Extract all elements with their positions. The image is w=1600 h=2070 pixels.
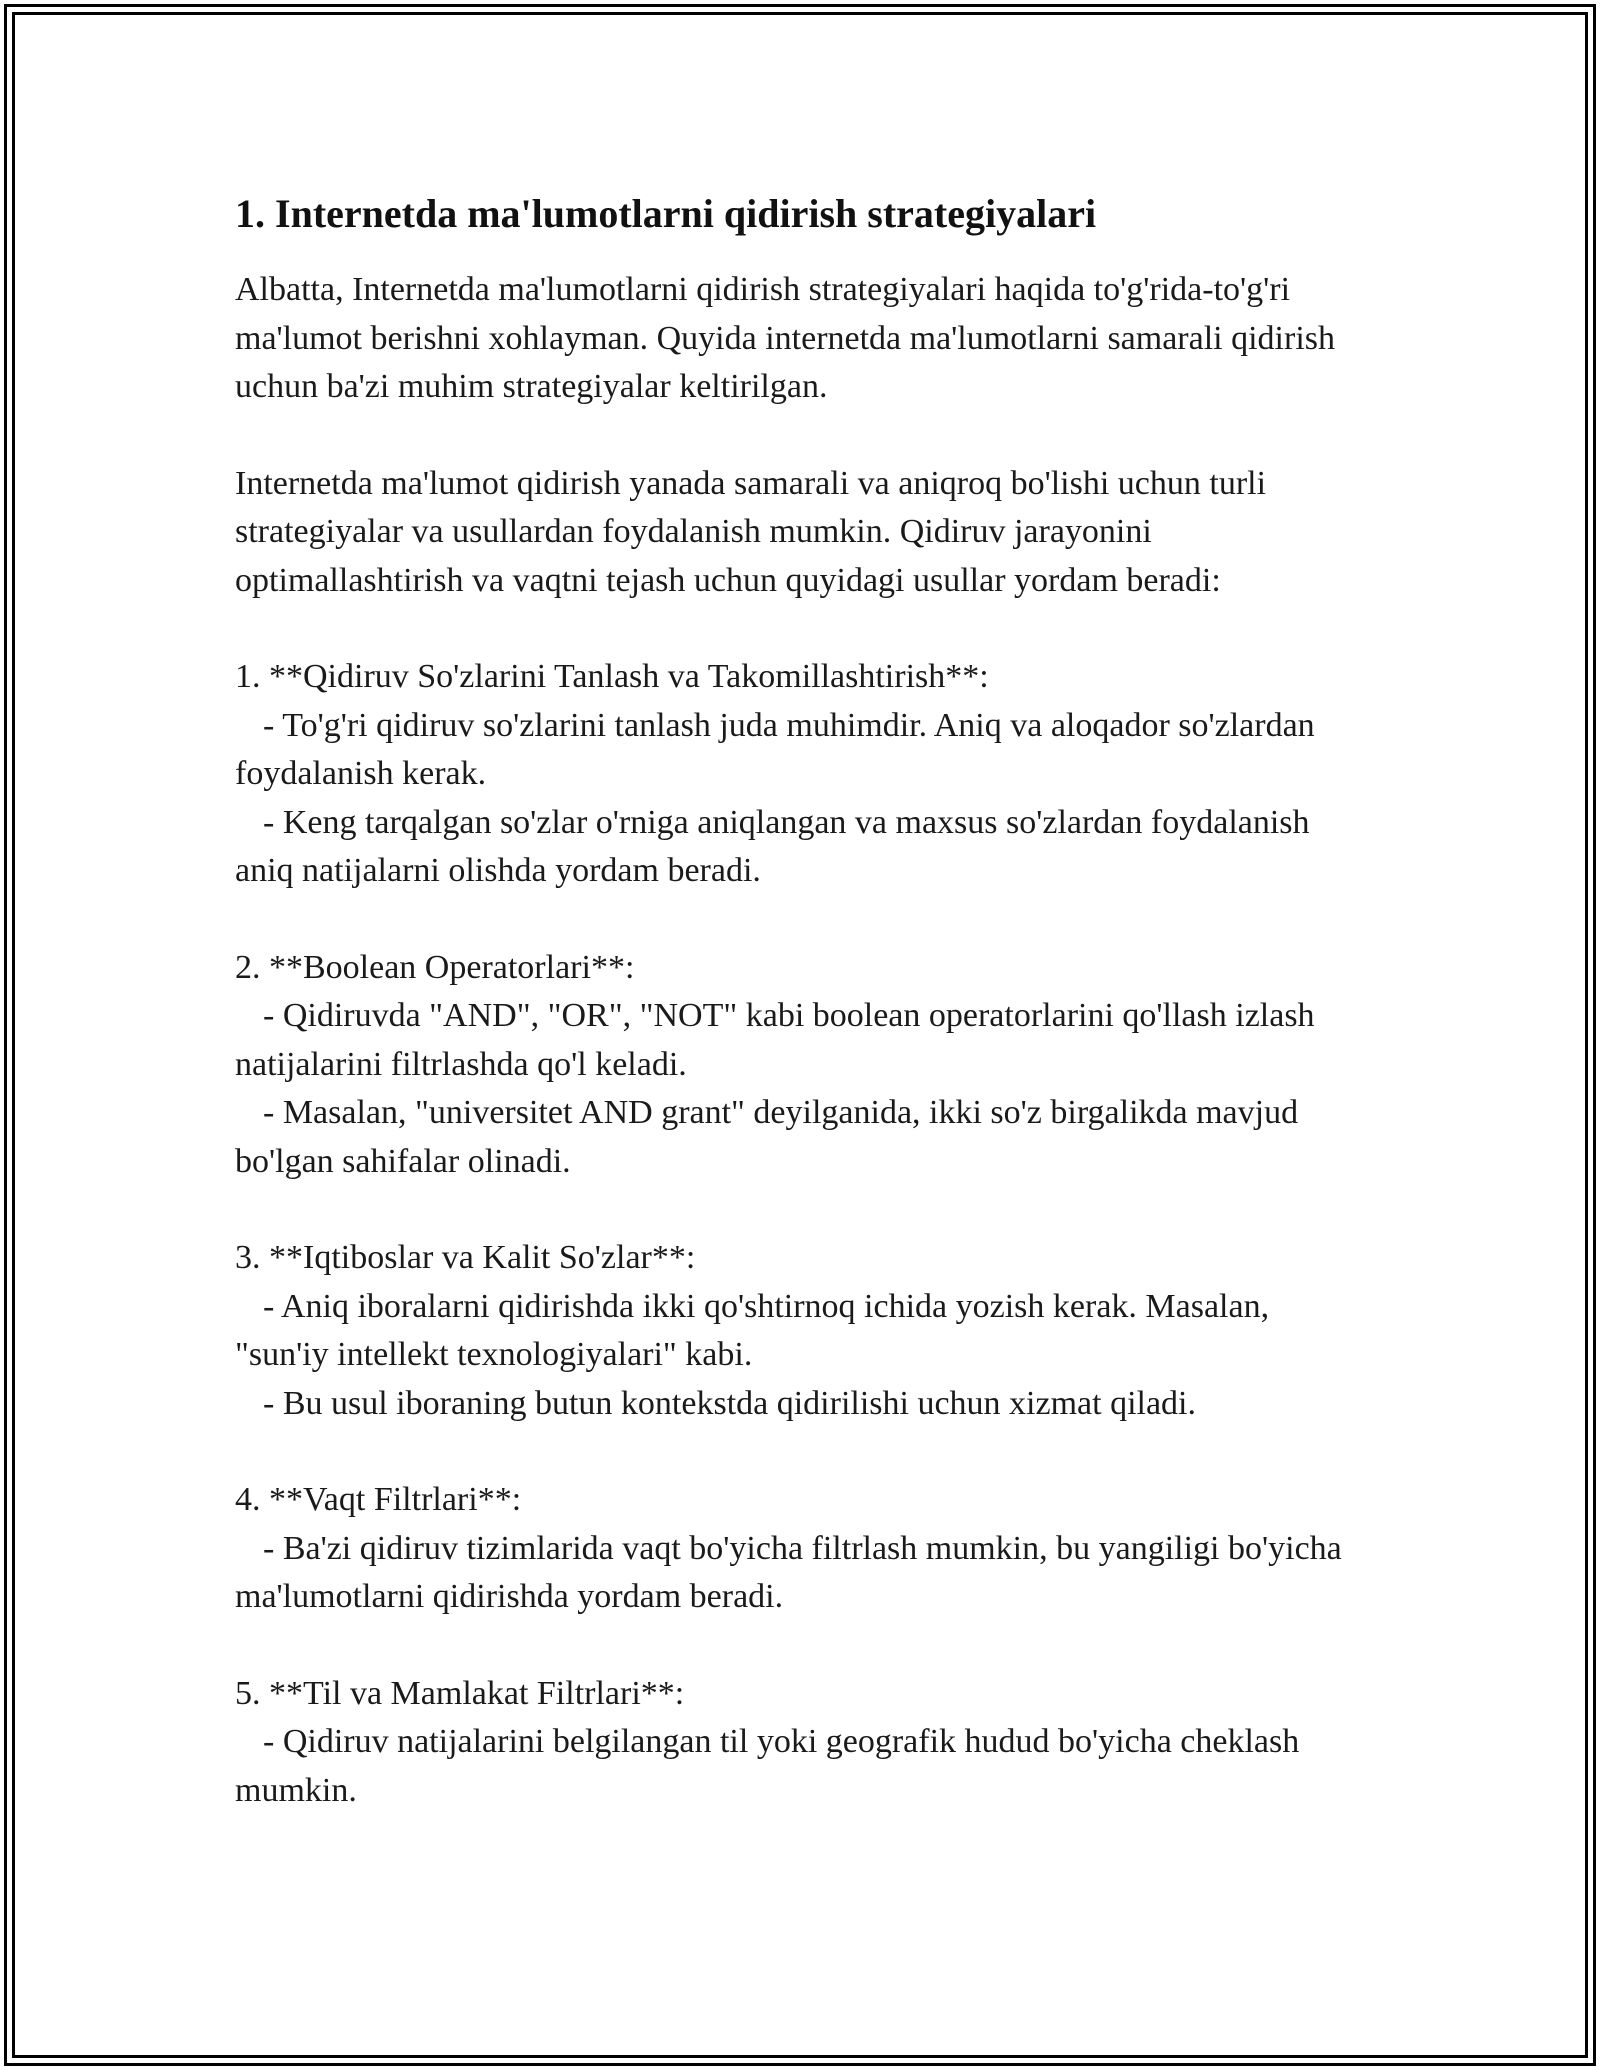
list-item-time-filters <box>235 1476 1365 1622</box>
list-item-line: - Aniq iboralarni qidirishda ikki qo'shtirnoq ichida yozish kerak. Masalan, "sun'iy intellekt texnologiyalari" kabi. <box>235 1287 1270 1373</box>
list-item-boolean-operators <box>235 944 1365 1187</box>
list-item-line: - Qidiruv natijalarini belgilangan til yoki geografik hudud bo'yicha cheklash mumkin. <box>235 1723 1300 1809</box>
list-item-language-country-filters <box>235 1670 1365 1816</box>
list-item-quotes-keywords <box>235 1234 1365 1428</box>
list-item-line: - Bu usul iboraning butun kontekstda qidirilishi uchun xizmat qiladi. <box>263 1384 1197 1422</box>
list-item-line: - Keng tarqalgan so'zlar o'rniga aniqlangan va maxsus so'zlardan foydalanish aniq natijalarni olishda yordam beradi. <box>235 803 1310 889</box>
list-item-line: - To'g'ri qidiruv so'zlarini tanlash juda muhimdir. Aniq va aloqador so'zlardan foydalanish kerak. <box>235 706 1315 792</box>
list-item-heading: 3. **Iqtiboslar va Kalit So'zlar**: <box>235 1239 696 1276</box>
context-paragraph: Internetda ma'lumot qidirish yanada samarali va aniqroq bo'lishi uchun turli strategiyalar va usullardan foydalanish mumkin. Qidiruv jarayonini optimallashtirish va vaqtni tejash uchun quyidagi usullar yordam beradi: <box>235 464 1267 599</box>
intro-paragraph: Albatta, Internetda ma'lumotlarni qidirish strategiyalari haqida to'g'rida-to'g'ri ma'lumot berishni xohlayman. Quyida internetda ma'lumotlarni samarali qidirish uchun ba'zi muhim strategiyalar keltirilgan. <box>235 271 1336 405</box>
document-body <box>235 188 1365 1863</box>
list-item-heading: 4. **Vaqt Filtrlari**: <box>235 1481 522 1518</box>
list-item-line: - Qidiruvda "AND", "OR", "NOT" kabi boolean operatorlarini qo'llash izlash natijalarini filtrlashda qo'l keladi. <box>235 997 1315 1083</box>
list-item-heading: 1. **Qidiruv So'zlarini Tanlash va Takomillashtirish**: <box>235 658 989 695</box>
document-title: 1. Internetda ma'lumotlarni qidirish strategiyalari <box>235 191 1097 236</box>
list-item-line: - Ba'zi qidiruv tizimlarida vaqt bo'yicha filtrlash mumkin, bu yangiligi bo'yicha ma'lumotlarni qidirishda yordam beradi. <box>235 1529 1342 1615</box>
list-item-heading: 2. **Boolean Operatorlari**: <box>235 948 635 986</box>
list-item-line: - Masalan, "universitet AND grant" deyilganida, ikki so'z birgalikda mavjud bo'lgan sahifalar olinadi. <box>235 1094 1299 1180</box>
list-item-search-terms <box>235 653 1365 896</box>
list-item-heading: 5. **Til va Mamlakat Filtrlari**: <box>235 1674 685 1712</box>
